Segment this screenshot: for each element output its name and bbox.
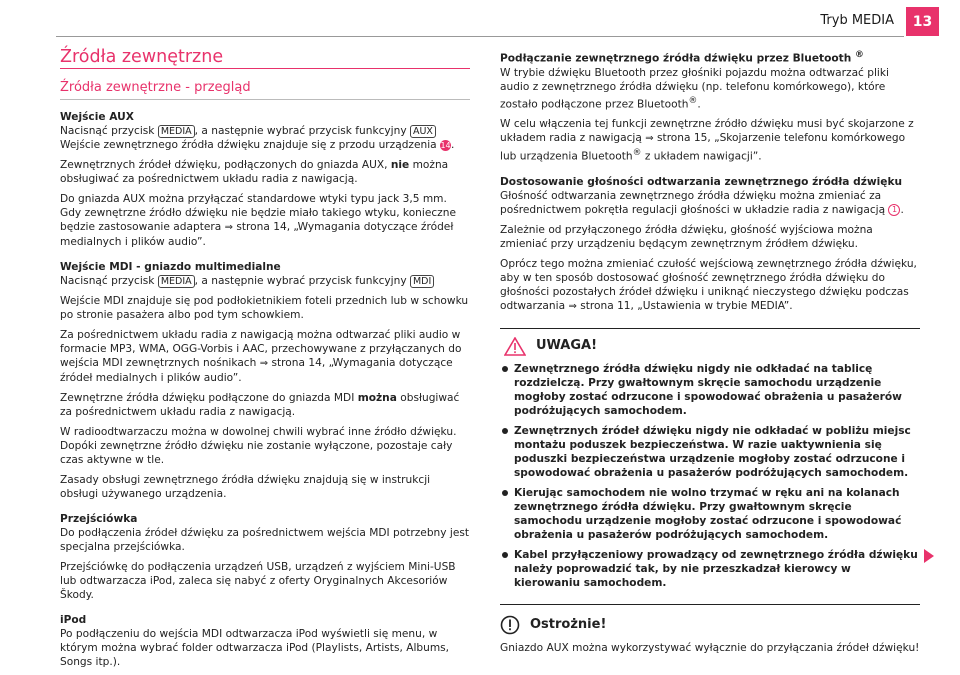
section-subtitle: Źródła zewnętrzne - przegląd: [60, 80, 251, 95]
warning-item-text: Zewnętrznych źródeł dźwięku nigdy nie odkładać w pobliżu miejsc montażu poduszek bezpieczeństwa. W razie uaktywnienia się poduszki bezpieczeństwa urządzenie mogłoby zostać odrzucone i spowodować obrażenia u pasażerów podróżujących samochodem.: [514, 424, 911, 479]
mdi-paragraph-3: [60, 328, 470, 385]
reference-arrow-icon: ⇒: [224, 222, 233, 233]
aux-p3-link: strona 14, „Wymagania dotyczące źródeł medialnych i plików audio”.: [60, 221, 454, 248]
ipod-paragraph: Po podłączeniu do wejścia MDI odtwarzacza iPod wyświetli się menu, w którym można wybrać folder odtwarzacza iPod (Playlists, Artists, Albums, Songs itp.).: [60, 628, 450, 668]
volume-paragraph-1: [500, 189, 920, 217]
callout-1: 1: [888, 204, 900, 216]
aux-instruction-text: Nacisnąć przycisk: [60, 125, 155, 137]
bullet-icon: [502, 552, 508, 558]
vol-p3-link: strona 11, „Ustawienia w trybie MEDIA”.: [580, 299, 793, 312]
ipod-heading: iPod: [60, 614, 87, 626]
bt-p1-text: W trybie dźwięku Bluetooth przez głośniki pojazdu można odtwarzać pliki audio z zewnętrznego źródła dźwięku (np. telefonu komórkowego), które zostało podłączone przez Bluetooth: [500, 66, 889, 111]
page-number-badge: 13: [906, 7, 939, 36]
warning-item: [500, 362, 920, 418]
mdi-paragraph-6: Zasady obsługi zewnętrznego źródła dźwięku znajdują się w instrukcji obsługi używanego urządzenia.: [60, 474, 431, 500]
aux-heading: Wejście AUX: [60, 111, 134, 123]
mdi-p3-link: strona 14, „Wymagania dotyczące źródeł medialnych i plików audio”.: [60, 357, 453, 384]
reference-arrow-icon: ⇒: [568, 300, 577, 312]
caution-header: [500, 615, 920, 635]
warning-item: [500, 424, 920, 480]
aux-p2-text-2: można obsługiwać za pośrednictwem układu radia z nawigacją.: [60, 159, 449, 185]
adapter-heading: Przejściówka: [60, 513, 138, 525]
adapter-paragraph-1: Do podłączenia źródeł dźwięku za pośrednictwem wejścia MDI potrzebny jest specjalna przejściówka.: [60, 527, 470, 553]
warning-item-text: Kabel przyłączeniowy prowadzący od zewnętrznego źródła dźwięku należy poprowadzić tak, by nie przeszkadzał kierowcy w kierowaniu samochodem.: [514, 548, 918, 589]
bullet-icon: [502, 428, 508, 434]
vol-p1-text: Głośność odtwarzania zewnętrznego źródła dźwięku można zmieniać za pośrednictwem pokrętła regulacji głośności w układzie radia z nawigacją: [500, 189, 886, 216]
vol-p3-text: Oprócz tego można zmieniać czułość wejściową zewnętrznego źródła dźwięku, aby w ten sposób dostosować głośność zewnętrznego źródła dźwięku do głośności pozostałych źródeł dźwięku i uniknąć nieczystego dźwięku podczas odtwarzania: [500, 257, 917, 312]
aux-paragraph-3: [60, 192, 470, 249]
mdi-instruction-text: Nacisnąć przycisk: [60, 275, 155, 287]
callout-14: 14: [440, 140, 451, 150]
header-divider: [56, 36, 904, 37]
aux-p3-text: Do gniazda AUX można przyłączać standardowe wtyki typu jack 3,5 mm. Gdy zewnętrzne źródło dźwięku nie będzie miało takiego wtyku, konieczne będzie zastosowanie adaptera: [60, 193, 456, 233]
aux-location-end: .: [451, 139, 455, 151]
bt-heading: [500, 48, 920, 66]
aux-instruction-text-2: , a następnie wybrać przycisk funkcyjny: [194, 125, 407, 137]
aux-instruction: [60, 124, 470, 138]
mdi-p3-text: Za pośrednictwem układu radia z nawigacją można odtwarzać pliki audio w formacie MP3, WMA, OGG-Vorbis i AAC, przechowywane z przyłączanych do wejścia MDI zewnętrznych nośnikach: [60, 329, 462, 369]
page-title: Źródła zewnętrzne: [60, 47, 224, 67]
aux-key: AUX: [410, 125, 436, 138]
aux-p2-bold: nie: [390, 159, 410, 171]
bt-p2-text: W celu włączenia tej funkcji zewnętrzne źródło dźwięku musi być skojarzone z układem radia z nawigacją: [500, 118, 914, 145]
volume-heading: Dostosowanie głośności odtwarzania zewnętrznego źródła dźwięku: [500, 175, 903, 188]
mdi-instruction-text-2: , a następnie wybrać przycisk funkcyjny: [194, 275, 407, 287]
right-column: [500, 44, 920, 661]
warning-box: [500, 328, 920, 605]
media-key: MEDIA: [158, 125, 195, 138]
warning-triangle-icon: [504, 337, 526, 356]
vol-p1-end: .: [900, 203, 904, 216]
bt-p2-reg: ®: [632, 148, 642, 159]
page-header: [0, 0, 960, 36]
title-divider: [60, 68, 470, 69]
bullet-icon: [502, 490, 508, 496]
mdi-p4-bold: można: [357, 392, 397, 404]
volume-paragraph-2: Zależnie od przyłączonego źródła dźwięku, głośność wyjściowa można zmieniać przy urządzeniu będącym zewnętrznym źródłem dźwięku.: [500, 223, 873, 250]
reference-arrow-icon: ⇒: [259, 358, 269, 369]
bt-p2-end: z układem nawigacji”.: [644, 150, 762, 163]
mdi-instruction: [60, 274, 470, 288]
mdi-p4-text-2: obsługiwać za pośrednictwem układu radia z nawigacją.: [60, 392, 460, 418]
bt-paragraph-1: [500, 66, 920, 112]
warning-item: [500, 486, 920, 542]
aux-p2-text: Zewnętrznych źródeł dźwięku, podłączonych do gniazda AUX,: [60, 159, 388, 171]
aux-location: [60, 138, 470, 152]
warning-item-text: Kierując samochodem nie wolno trzymać w ręku ani na kolanach zewnętrznego źródła dźwięku. Przy gwałtownym skręcie samochodu urządzenie mogłoby zostać odrzucone i spowodować obrażenia u pasażerów podróżujących samochodem.: [514, 486, 902, 541]
next-page-arrow-icon: [924, 549, 934, 563]
warning-item: [500, 548, 920, 590]
aux-paragraph-2: [60, 158, 470, 186]
subtitle-divider: [60, 99, 470, 100]
left-column: [60, 44, 470, 675]
media-key: MEDIA: [158, 275, 195, 288]
bt-heading-text: Podłączanie zewnętrznego źródła dźwięku przez Bluetooth: [500, 52, 852, 65]
mdi-heading: Wejście MDI - gniazdo multimedialne: [60, 261, 281, 273]
volume-paragraph-3: [500, 257, 920, 314]
bt-p1-reg: ®: [688, 95, 698, 106]
warning-header: [500, 333, 920, 360]
mdi-key: MDI: [410, 275, 434, 288]
caution-text: Gniazdo AUX można wykorzystywać wyłącznie do przyłączania źródeł dźwięku!: [500, 641, 920, 654]
reference-arrow-icon: ⇒: [645, 133, 654, 145]
warning-item-text: Zewnętrznego źródła dźwięku nigdy nie odkładać na tablicę rozdzielczą. Przy gwałtownym skręcie samochodu urządzenie mogłoby zostać odrzucone i spowodować obrażenia u pasażerów podróżujących samochodem.: [514, 362, 902, 417]
aux-location-text: Wejście zewnętrznego źródła dźwięku znajduje się z przodu urządzenia: [60, 139, 437, 151]
mdi-paragraph-5: W radioodtwarzaczu można w dowolnej chwili wybrać inne źródło dźwięku. Dopóki zewnętrzne źródło dźwięku nie zostanie wyłączone, pozostaje cały czas aktywne w tle.: [60, 426, 457, 466]
warning-title: UWAGA!: [536, 338, 598, 354]
caution-exclamation-icon: [500, 615, 520, 635]
caution-title: Ostrożnie!: [530, 616, 607, 632]
bt-paragraph-2: [500, 117, 920, 164]
bt-heading-reg: ®: [854, 50, 864, 60]
bullet-icon: [502, 366, 508, 372]
header-title: Tryb MEDIA: [820, 13, 894, 28]
mdi-paragraph-2: Wejście MDI znajduje się pod podłokietnikiem foteli przednich lub w schowku po stronie pasażera albo pod tym schowkiem.: [60, 295, 469, 321]
mdi-paragraph-4: [60, 391, 470, 419]
bt-p1-end: .: [697, 98, 701, 111]
bt-p2-link: strona 15, „Skojarzenie telefonu komórkowego lub urządzenia Bluetooth: [500, 132, 906, 163]
adapter-paragraph-2: Przejściówkę do podłączenia urządzeń USB, urządzeń z wyjściem Mini-USB lub odtwarzacza iPod, zaleca się nabyć z oferty Oryginalnych Akcesoriów Škody.: [60, 561, 456, 601]
mdi-p4-text: Zewnętrzne źródła dźwięku podłączone do gniazda MDI: [60, 392, 355, 404]
